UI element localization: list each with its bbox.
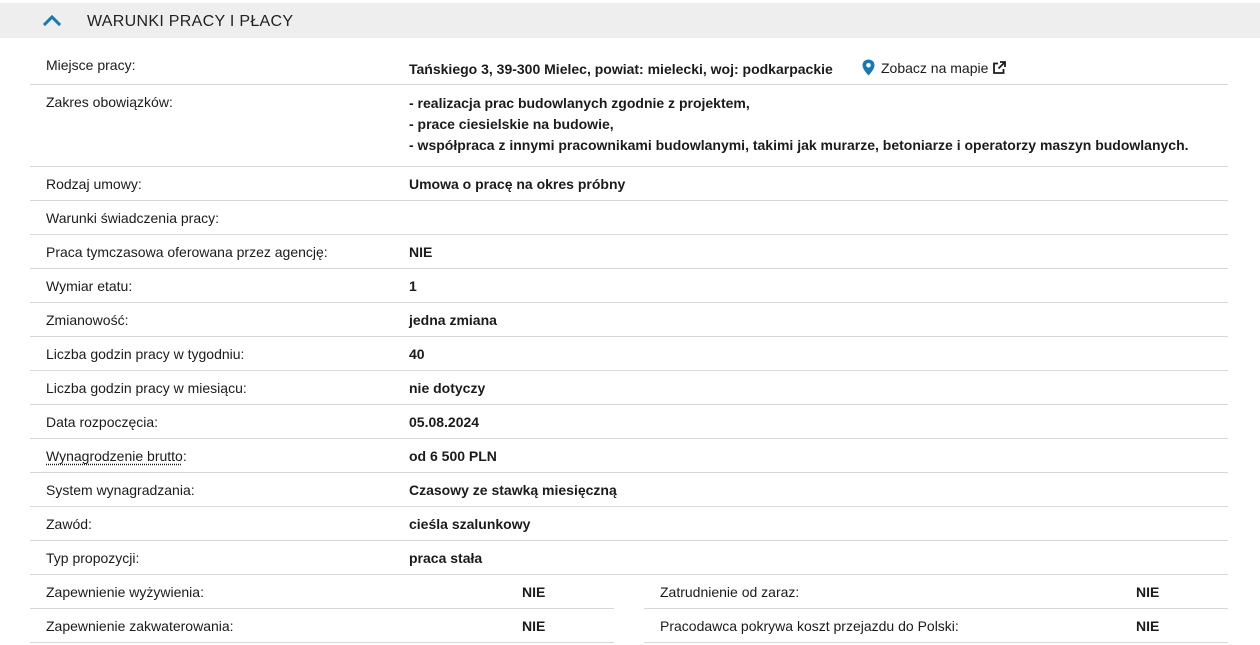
row-value: Czasowy ze stawką miesięczną <box>409 482 617 498</box>
extra-board <box>30 575 614 609</box>
row-value: jedna zmiana <box>409 312 497 328</box>
salary-tooltip-term[interactable]: Wynagrodzenie brutto <box>46 448 183 464</box>
row-label: Warunki świadczenia pracy: <box>46 210 219 226</box>
section-header[interactable] <box>0 3 1260 38</box>
extra-travel-cost <box>644 609 1228 643</box>
salary-label[interactable] <box>46 448 187 464</box>
row-label: Liczba godzin pracy w tygodniu: <box>46 346 245 362</box>
row-start-date <box>30 405 1228 439</box>
location-label: Miejsce pracy: <box>46 57 136 73</box>
row-work-conditions <box>30 201 1228 235</box>
row-value: nie dotyczy <box>409 380 486 396</box>
row-temp-agency <box>30 235 1228 269</box>
row-offer-type <box>30 541 1228 575</box>
extra-value: NIE <box>1136 584 1160 600</box>
extra-value: NIE <box>522 584 546 600</box>
duties-label: Zakres obowiązków: <box>46 94 173 110</box>
section-title: WARUNKI PRACY I PŁACY <box>87 13 294 30</box>
duty-item: - prace ciesielskie na budowie, <box>409 116 614 132</box>
row-weekly-hours <box>30 337 1228 371</box>
details-table <box>30 47 1228 643</box>
duties-list <box>409 93 1189 156</box>
row-value: od 6 500 PLN <box>409 448 497 464</box>
row-label: Praca tymczasowa oferowana przez agencję: <box>46 244 328 260</box>
row-label: System wynagradzania: <box>46 482 195 498</box>
row-value: Umowa o pracę na okres próbny <box>409 176 626 192</box>
row-label: Typ propozycji: <box>46 550 140 566</box>
row-label: Wymiar etatu: <box>46 278 133 294</box>
row-value: praca stała <box>409 550 483 566</box>
extra-immediate-start <box>644 575 1228 609</box>
map-pin-icon <box>862 59 875 76</box>
map-link-label[interactable]: Zobacz na mapie <box>881 59 989 76</box>
extra-accommodation <box>30 609 614 643</box>
row-value: 40 <box>409 346 425 362</box>
row-fte <box>30 269 1228 303</box>
duty-item: - współpraca z innymi pracownikami budowlanymi, takimi jak murarze, betoniarze i operatorzy maszyn budowlanych. <box>409 137 1189 153</box>
row-duties <box>30 85 1228 167</box>
extra-label: Pracodawca pokrywa koszt przejazdu do Polski: <box>660 618 959 634</box>
chevron-up-icon[interactable] <box>42 13 62 27</box>
external-link-icon <box>992 61 1006 75</box>
row-shifts <box>30 303 1228 337</box>
row-location <box>30 47 1228 85</box>
row-contract-type <box>30 167 1228 201</box>
extra-label: Zatrudnienie od zaraz: <box>660 584 800 600</box>
row-pay-system <box>30 473 1228 507</box>
extra-label: Zapewnienie zakwaterowania: <box>46 618 234 634</box>
row-profession <box>30 507 1228 541</box>
row-label: Data rozpoczęcia: <box>46 414 159 430</box>
extras-grid <box>30 575 1228 643</box>
row-value: cieśla szalunkowy <box>409 516 531 532</box>
duty-item: - realizacja prac budowlanych zgodnie z projektem, <box>409 95 750 111</box>
row-label: Zmianowość: <box>46 312 129 328</box>
map-link[interactable] <box>862 59 1006 76</box>
row-label: Liczba godzin pracy w miesiącu: <box>46 380 247 396</box>
row-label: Rodzaj umowy: <box>46 176 142 192</box>
extra-label: Zapewnienie wyżywienia: <box>46 584 204 600</box>
row-label: Zawód: <box>46 516 92 532</box>
row-value: 1 <box>409 278 417 294</box>
extra-value: NIE <box>1136 618 1160 634</box>
row-salary <box>30 439 1228 473</box>
row-monthly-hours <box>30 371 1228 405</box>
row-value: 05.08.2024 <box>409 414 480 430</box>
extra-value: NIE <box>522 618 546 634</box>
location-value: Tańskiego 3, 39-300 Mielec, powiat: mielecki, woj: podkarpackie <box>409 61 833 77</box>
salary-label-colon: : <box>182 448 187 464</box>
row-value: NIE <box>409 244 433 260</box>
